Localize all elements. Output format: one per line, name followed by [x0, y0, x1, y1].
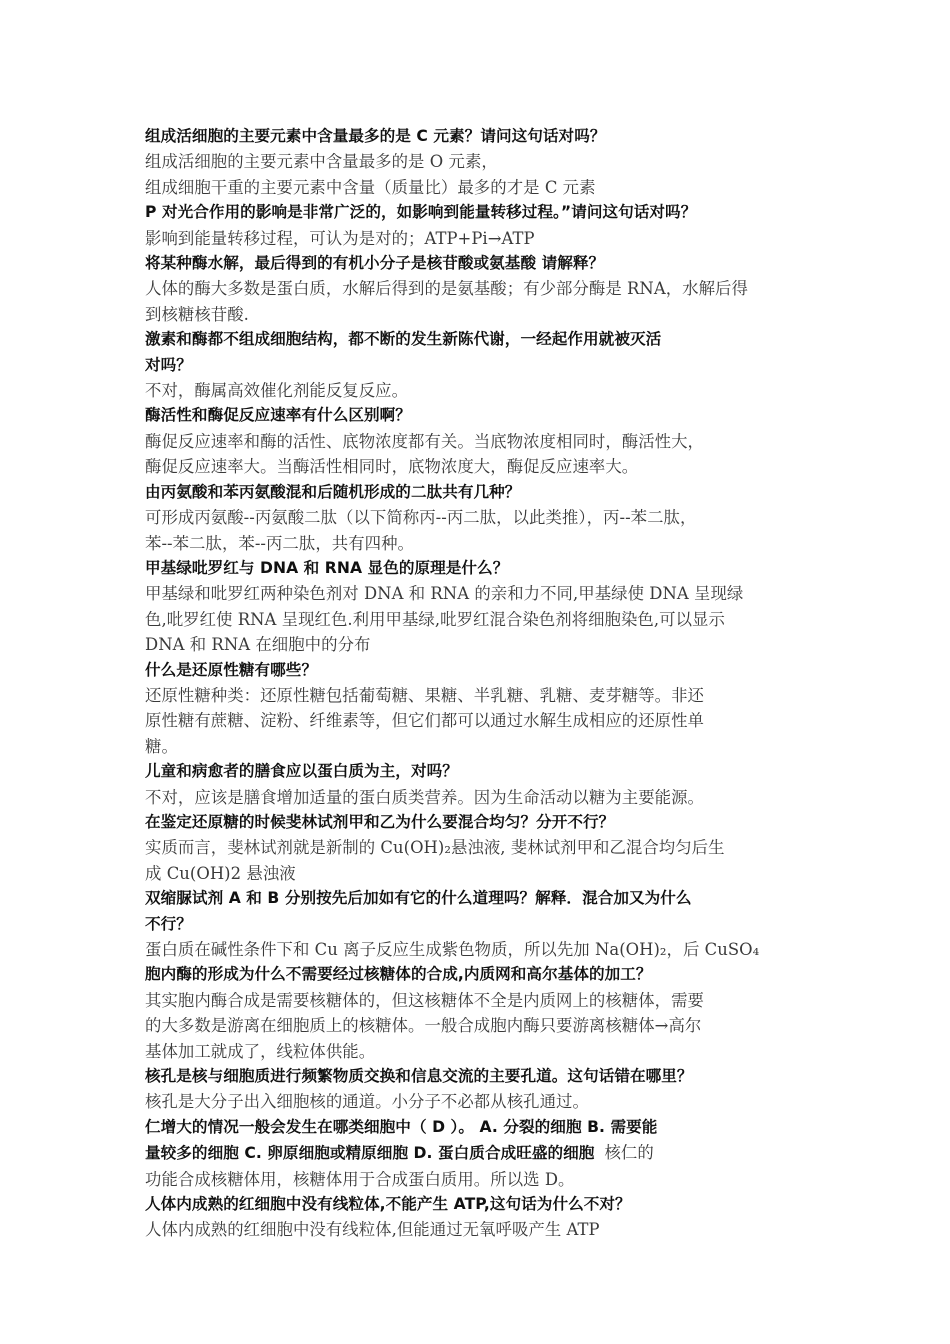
answer-4-line-1: 不对，酶属高效催化剂能反复反应。: [145, 381, 409, 401]
answer-8-line-1: 还原性糖种类：还原性糖包括葡萄糖、果糖、半乳糖、乳糖、麦芽糖等。非还: [145, 685, 704, 705]
question-12-line-1: 胞内酶的形成为什么不需要经过核糖体的合成,内质网和高尔基体的加工？: [145, 965, 652, 984]
question-1-line-1: 组成活细胞的主要元素中含量最多的是 C 元素？请问这句话对吗？: [145, 127, 606, 145]
question-11-line-2: 不行？: [145, 914, 192, 933]
answer-8-line-3: 糖。: [145, 736, 178, 756]
answer-12-line-3: 基体加工就成了，线粒体供能。: [145, 1041, 376, 1061]
question-14-line-2-text: 量较多的细胞 C. 卵原细胞或精原细胞 D. 蛋白质合成旺盛的细胞: [145, 1144, 595, 1163]
answer-3-line-2: 到核糖核苷酸.: [145, 304, 249, 324]
answer-5-line-1: 酶促反应速率和酶的活性、底物浓度都有关。当底物浓度相同时，酶活性大，: [145, 431, 704, 451]
answer-10-line-1: 实质而言，斐林试剂就是新制的 Cu(OH)₂悬浊液, 斐林试剂甲和乙混合均匀后生: [145, 838, 725, 858]
answer-11-line-1: 蛋白质在碱性条件下和 Cu 离子反应生成紫色物质，所以先加 Na(OH)₂，后 CuSO₄: [145, 940, 760, 959]
answer-15-line-1: 人体内成熟的红细胞中没有线粒体,但能通过无氧呼吸产生 ATP: [145, 1220, 600, 1240]
question-5-line-1: 酶活性和酶促反应速率有什么区别啊？: [145, 406, 411, 425]
question-2-line-1: P 对光合作用的影响是非常广泛的，如影响到能量转移过程。”请问这句话对吗？: [145, 203, 697, 222]
question-7-line-1: 甲基绿吡罗红与 DNA 和 RNA 显色的原理是什么？: [145, 558, 509, 577]
question-8-line-1: 什么是还原性糖有哪些？: [145, 660, 318, 679]
answer-12-line-1: 其实胞内酶合成是需要核糖体的，但这核糖体不全是内质网上的核糖体，需要: [145, 990, 704, 1010]
question-4-line-1: 激素和酶都不组成细胞结构，都不断的发生新陈代谢，一经起作用就被灭活: [145, 330, 662, 349]
answer-7-line-3: DNA 和 RNA 在细胞中的分布: [145, 635, 371, 655]
answer-8-line-2: 原性糖有蔗糖、淀粉、纤维素等，但它们都可以通过水解生成相应的还原性单: [145, 711, 704, 731]
answer-12-line-2: 的大多数是游离在细胞质上的核糖体。一般合成胞内酶只要游离核糖体→高尔: [145, 1016, 702, 1036]
answer-3-line-1: 人体的酶大多数是蛋白质，水解后得到的是氨基酸；有少部分酶是 RNA，水解后得: [145, 279, 748, 299]
answer-9-line-1: 不对，应该是膳食增加适量的蛋白质类营养。因为生命活动以糖为主要能源。: [145, 787, 704, 807]
question-13-line-1: 核孔是核与细胞质进行频繁物质交换和信息交流的主要孔道。这句话错在哪里？: [145, 1067, 693, 1086]
answer-7-line-2: 色,吡罗红使 RNA 呈现红色.利用甲基绿,吡罗红混合染色剂将细胞染色,可以显示: [145, 609, 725, 629]
document-body: [145, 124, 813, 1243]
question-4-line-2: 对吗？: [145, 355, 192, 374]
answer-2-line-1: 影响到能量转移过程，可认为是对的；ATP+Pi→ATP: [145, 228, 535, 248]
answer-7-line-1: 甲基绿和吡罗红两种染色剂对 DNA 和 RNA 的亲和力不同,甲基绿使 DNA 呈现绿: [145, 584, 744, 604]
question-9-line-1: 儿童和病愈者的膳食应以蛋白质为主，对吗？: [145, 762, 458, 781]
answer-6-line-2: 苯--苯二肽，苯--丙二肽，共有四种。: [145, 533, 414, 553]
question-14-line-1: 仁增大的情况一般会发生在哪类细胞中（ D ）。 A. 分裂的细胞 B. 需要能: [145, 1117, 658, 1136]
question-11-line-1: 双缩脲试剂 A 和 B 分别按先后加如有它的什么道理吗？解释．混合加又为什么: [145, 889, 692, 908]
question-10-line-1: 在鉴定还原糖的时候斐林试剂甲和乙为什么要混合均匀？分开不行？: [145, 812, 615, 831]
answer-13-line-1: 核孔是大分子出入细胞核的通道。小分子不必都从核孔通过。: [145, 1092, 589, 1112]
question-15-line-1: 人体内成熟的红细胞中没有线粒体,不能产生 ATP,这句话为什么不对？: [145, 1195, 631, 1214]
answer-1-line-2: 组成细胞干重的主要元素中含量（质量比）最多的才是 C 元素: [145, 177, 596, 197]
answer-6-line-1: 可形成丙氨酸--丙氨酸二肽（以下简称丙--丙二肽，以此类推），丙--苯二肽，: [145, 508, 697, 528]
answer-5-line-2: 酶促反应速率大。当酶活性相同时，底物浓度大，酶促反应速率大。: [145, 457, 639, 477]
question-3-line-1: 将某种酶水解，最后得到的有机小分子是核苷酸或氨基酸 请解释？: [145, 254, 605, 273]
answer-14-line-2: 功能合成核糖体用，核糖体用于合成蛋白质用。所以选 D。: [145, 1169, 575, 1189]
question-14-line-2: [145, 1140, 813, 1166]
answer-14-line-1: 核仁的: [604, 1143, 654, 1163]
answer-1-line-1: 组成活细胞的主要元素中含量最多的是 O 元素，: [145, 152, 498, 172]
answer-10-line-2: 成 Cu(OH)2 悬浊液: [145, 863, 296, 883]
question-6-line-1: 由丙氨酸和苯丙氨酸混和后随机形成的二肽共有几种？: [145, 482, 521, 501]
